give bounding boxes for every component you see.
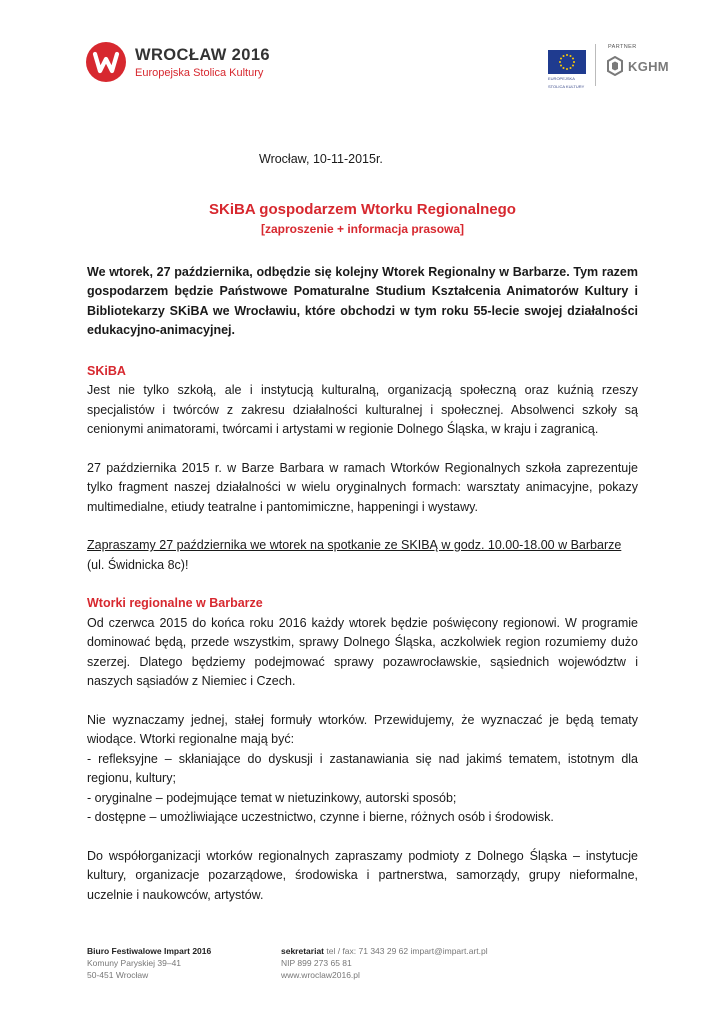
- partner-label: PARTNER: [608, 44, 637, 50]
- skiba-paragraph-2: 27 października 2015 r. w Barze Barbara w ramach Wtorków Regionalnych szkoła zaprezentuje tylko fragment naszej działalności w wielu oryginalnych formach: warsztaty animacyjne, pokazy multimedialne, etiudy teatralne i pantomimiczne, happeningi i wystawy.: [87, 460, 638, 514]
- section-heading-skiba: SKiBA: [87, 363, 126, 378]
- invitation-address: (ul. Świdnicka 8c)!: [87, 557, 189, 572]
- footer-secretariat-label: sekretariat: [281, 946, 325, 956]
- wtorki-paragraph-1: Od czerwca 2015 do końca roku 2016 każdy wtorek będzie poświęcony regionowi. W programie dominować będą, przede wszystkim, sprawy Dolnego Śląska, aczkolwiek region rozumiemy dużo szerzej. Dlatego będziemy podejmować sprawy pozawrocławskie, sąsiednich województw i naszych sąsiadów z Niemiec i Czech.: [87, 615, 638, 688]
- wtorki-paragraph-2: Nie wyznaczamy jednej, stałej formuły wtorków. Przewidujemy, że wyznaczać je będą tematy wiodące. Wtorki regionalne mają być:: [87, 712, 638, 746]
- invitation-paragraph: [87, 536, 638, 575]
- header-divider: [595, 44, 596, 86]
- eu-badge-text-line2: STOLICA KULTURY: [548, 83, 585, 89]
- footer-contact-block: [281, 945, 488, 981]
- lead-paragraph: We wtorek, 27 października, odbędzie się kolejny Wtorek Regionalny w Barbarze. Tym razem gospodarzem będzie Państwowe Pomaturalne Studium Kształcenia Animatorów Kultury i Bibliotekarzy SKiBA we Wrocławiu, które obchodzi w tym roku 55-lecie swojej działalności edukacyjno-animacyjnej.: [87, 264, 638, 337]
- letter-title: SKiBA gospodarzem Wtorku Regionalnego: [209, 200, 516, 218]
- logo-subtitle: Europejska Stolica Kultury: [135, 67, 264, 79]
- letter-body: [87, 150, 638, 905]
- wtorki-paragraph-3: Do współorganizacji wtorków regionalnych zapraszamy podmioty z Dolnego Śląska – instytucje kultury, organizacje pozarządowe, środowiska i partnerstwa, samorządy, grupy nieformalne, uczelnie i naukowców, artystów.: [87, 848, 638, 902]
- kghm-logo-icon: [605, 56, 625, 76]
- letter-subtitle: [zaproszenie + informacja prasowa]: [260, 221, 465, 236]
- eu-flag-icon: [548, 50, 586, 74]
- footer-address-line1: Komuny Paryskiej 39–41: [87, 958, 182, 968]
- partner-logo: [605, 56, 669, 76]
- letterhead: [0, 0, 725, 110]
- footer-address-line2: 50-451 Wrocław: [87, 970, 149, 980]
- wroclaw-2016-logo-icon: [86, 42, 126, 82]
- list-item: - refleksyjne – skłaniające do dyskusji i zastanawiania się nad jakimś tematem, istotnym dla regionu, kultury;: [87, 751, 638, 785]
- section-heading-wtorki: Wtorki regionalne w Barbarze: [87, 596, 263, 610]
- list-item: - dostępne – umożliwiające uczestnictwo, czynne i bierne, różnych osób i środowisk.: [87, 810, 554, 824]
- partner-name: KGHM: [628, 58, 669, 74]
- logo-title: WROCŁAW 2016: [135, 46, 270, 64]
- footer-nip: NIP 899 273 65 81: [281, 958, 352, 968]
- footer-org-name: Biuro Festiwalowe Impart 2016: [87, 946, 212, 956]
- eu-badge-text-line1: EUROPEJSKA: [548, 76, 575, 81]
- skiba-paragraph-1: Jest nie tylko szkołą, ale i instytucją kulturalną, organizacją społeczną oraz kuźnią rzeszy specjalistów i twórców z zakresu działalności kulturalnej i społecznej. Absolwenci szkoły są cenionymi animatorami, twórcami i artystami w regionie Dolnego Śląska, w kraju i zagranicą.: [87, 383, 638, 436]
- eu-capital-badge: [548, 50, 588, 89]
- letter-date: Wrocław, 10-11-2015r.: [259, 152, 383, 166]
- list-item: - oryginalne – podejmujące temat w nietuzinkowy, autorski sposób;: [87, 790, 457, 805]
- footer-address-block: [87, 945, 211, 981]
- footer-website[interactable]: www.wroclaw2016.pl: [281, 970, 360, 980]
- invitation-underlined: Zapraszamy 27 października we wtorek na spotkanie ze SKIBĄ w godz. 10.00-18.00 w Barbarze: [87, 538, 622, 552]
- footer-secretariat-contact: tel / fax: 71 343 29 62 impart@impart.art.pl: [324, 946, 488, 956]
